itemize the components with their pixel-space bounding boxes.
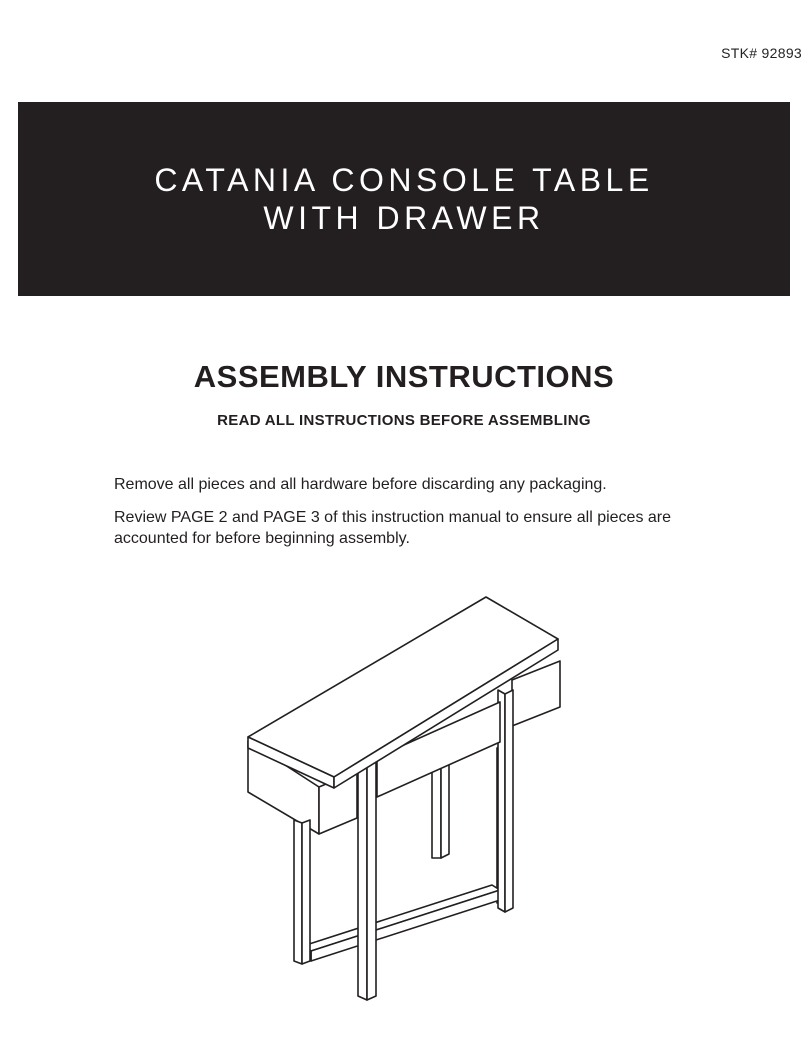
instruction-paragraph-2: Review PAGE 2 and PAGE 3 of this instruction manual to ensure all pieces are accounted for before beginning assembly. <box>114 509 672 547</box>
page-heading: ASSEMBLY INSTRUCTIONS <box>193 359 615 394</box>
title-line-1: CATANIA CONSOLE TABLE <box>154 162 654 198</box>
instruction-paragraph-1: Remove all pieces and all hardware before discarding any packaging. <box>114 476 607 493</box>
title-line-2: WITH DRAWER <box>263 200 545 236</box>
stock-number: STK# 92893 <box>721 45 802 61</box>
page-subheading: READ ALL INSTRUCTIONS BEFORE ASSEMBLING <box>217 412 591 429</box>
